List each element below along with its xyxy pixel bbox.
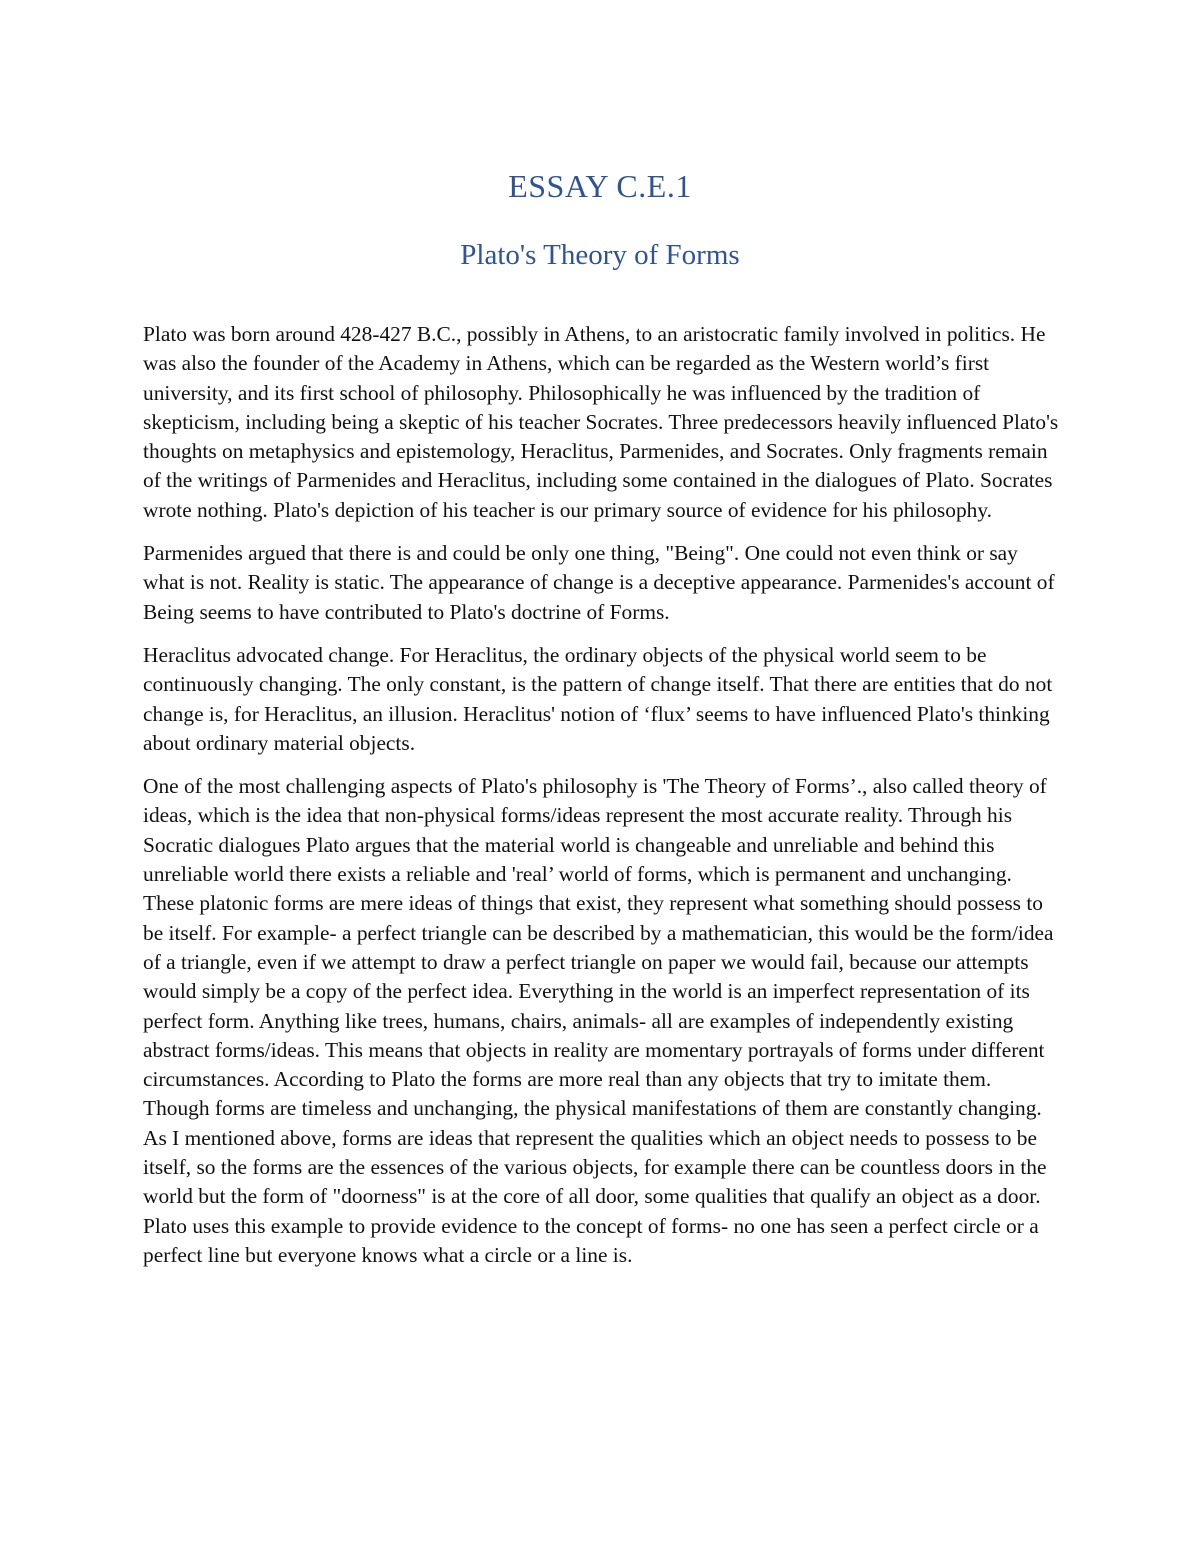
essay-subtitle: Plato's Theory of Forms: [460, 239, 740, 271]
paragraph-heraclitus: Heraclitus advocated change. For Heraclitus, the ordinary objects of the physical world seem to be continuously changing. The only constant, is the pattern of change itself. That there are entities that do not change is, for Heraclitus, an illusion. Heraclitus' notion of ‘flux’ seems to have influenced Plato's thinking about ordinary material objects.: [143, 642, 1053, 755]
essay-body: [143, 320, 1059, 1284]
paragraph-intro: Plato was born around 428-427 B.C., possibly in Athens, to an aristocratic family involved in politics. He was also the founder of the Academy in Athens, which can be regarded as the Western world’s first university, and its first school of philosophy. Philosophically he was influenced by the tradition of skepticism, including being a skeptic of his teacher Socrates. Three predecessors heavily influenced Plato's thoughts on metaphysics and epistemology, Heraclitus, Parmenides, and Socrates. Only fragments remain of the writings of Parmenides and Heraclitus, including some contained in the dialogues of Plato. Socrates wrote nothing. Plato's depiction of his teacher is our primary source of evidence for his philosophy.: [143, 322, 1059, 522]
paragraph-parmenides: Parmenides argued that there is and could be only one thing, "Being". One could not even think or say what is not. Reality is static. The appearance of change is a deceptive appearance. Parmenides's account of Being seems to have contributed to Plato's doctrine of Forms.: [143, 541, 1055, 624]
essay-title: ESSAY C.E.1: [508, 168, 692, 204]
paragraph-theory-of-forms: One of the most challenging aspects of Plato's philosophy is 'The Theory of Forms’., also called theory of ideas, which is the idea that non-physical forms/ideas represent the most accurate reality. Through his Socratic dialogues Plato argues that the material world is changeable and unreliable and behind this unreliable world there exists a reliable and 'real’ world of forms, which is permanent and unchanging. These platonic forms are mere ideas of things that exist, they represent what something should possess to be itself. For example- a perfect triangle can be described by a mathematician, this would be the form/idea of a triangle, even if we attempt to draw a perfect triangle on paper we would fail, because our attempts would simply be a copy of the perfect idea. Everything in the world is an imperfect representation of its perfect form. Anything like trees, humans, chairs, animals- all are examples of independently existing abstract forms/ideas. This means that objects in reality are momentary portrayals of forms under different circumstances. According to Plato the forms are more real than any objects that try to imitate them. Though forms are timeless and unchanging, the physical manifestations of them are constantly changing. As I mentioned above, forms are ideas that represent the qualities which an object needs to possess to be itself, so the forms are the essences of the various objects, for example there can be countless doors in the world but the form of "doorness" is at the core of all door, some qualities that qualify an object as a door. Plato uses this example to provide evidence to the concept of forms- no one has seen a perfect circle or a perfect line but everyone knows what a circle or a line is.: [143, 774, 1054, 1267]
